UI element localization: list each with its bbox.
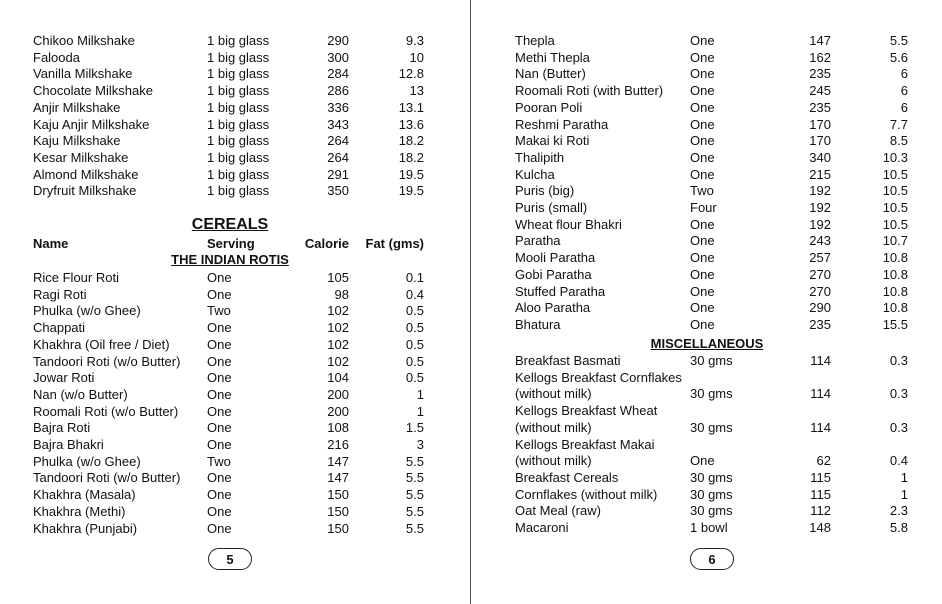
- cell-calorie: 192: [809, 183, 831, 199]
- roti-row: [0, 336, 470, 353]
- cell-calorie: 235: [809, 316, 831, 332]
- section-title-cereals: CEREALS: [191, 216, 269, 233]
- cell-fat: 8.5: [889, 133, 908, 149]
- right-page: [472, 0, 942, 604]
- bread-row: [472, 65, 942, 82]
- cell-name: Mooli Paratha: [515, 250, 596, 266]
- cell-serving: 1 big glass: [207, 83, 270, 99]
- milkshake-row: [0, 65, 470, 82]
- cell-name: Oat Meal (raw): [515, 503, 601, 519]
- cell-fat: 0.5: [405, 336, 424, 352]
- cell-calorie: 245: [809, 83, 831, 99]
- cell-serving: Serving: [207, 236, 255, 251]
- cell-serving: One: [207, 286, 232, 302]
- cell-fat: 10: [409, 49, 424, 65]
- cell-name: Macaroni: [515, 520, 569, 535]
- cell-fat: 6: [900, 83, 908, 99]
- cell-fat: 18.2: [398, 149, 424, 165]
- cell-calorie: 243: [809, 233, 831, 249]
- roti-row: [0, 286, 470, 303]
- cell-name: Breakfast Basmati: [515, 353, 621, 368]
- cell-serving: One: [690, 216, 715, 232]
- bread-row: [472, 216, 942, 233]
- cell-fat: 0.4: [405, 286, 424, 302]
- cell-name: Kellogs Breakfast Wheat: [515, 403, 658, 419]
- cell-name: Paratha: [515, 233, 561, 249]
- cell-serving: One: [690, 453, 715, 469]
- cell-name: Almond Milkshake: [33, 166, 139, 182]
- cell-calorie: 336: [327, 99, 349, 115]
- cell-name: Roomali Roti (with Butter): [515, 83, 664, 99]
- bread-row: [472, 166, 942, 183]
- cell-fat: 0.5: [405, 303, 424, 319]
- cell-serving: One: [207, 470, 232, 486]
- cell-serving: 1 big glass: [207, 116, 270, 132]
- misc-row: [472, 369, 942, 386]
- cell-serving: One: [690, 283, 715, 299]
- cell-fat: 13.6: [398, 116, 424, 132]
- misc-row: [472, 519, 942, 536]
- cell-serving: One: [690, 116, 715, 132]
- cell-name: Chappati: [33, 320, 86, 336]
- misc-row: [472, 502, 942, 519]
- roti-row: [0, 403, 470, 420]
- milkshake-row: [0, 132, 470, 149]
- cell-serving: 30 gms: [690, 419, 733, 435]
- cell-calorie: 343: [327, 116, 349, 132]
- cell-calorie: 170: [809, 133, 831, 149]
- cell-serving: 1 big glass: [207, 33, 270, 48]
- cell-name: Stuffed Paratha: [515, 283, 606, 299]
- cell-serving: 1 big glass: [207, 183, 270, 199]
- misc-row: [472, 402, 942, 419]
- cell-calorie: 264: [327, 133, 349, 149]
- cell-calorie: 291: [327, 166, 349, 182]
- bread-row: [472, 149, 942, 166]
- cell-name: Makai ki Roti: [515, 133, 590, 149]
- cell-calorie: 104: [327, 370, 349, 386]
- cell-fat: 1: [900, 486, 908, 502]
- subsection-title-indian-rotis: THE INDIAN ROTIS: [171, 252, 289, 267]
- cell-name: Chocolate Milkshake: [33, 83, 153, 99]
- bread-row: [472, 266, 942, 283]
- cell-serving: 1 big glass: [207, 133, 270, 149]
- cell-fat: 0.3: [889, 353, 908, 368]
- cell-calorie: 62: [816, 453, 831, 469]
- cell-serving: One: [207, 487, 232, 503]
- cell-name: (without milk): [515, 453, 592, 469]
- roti-row: [0, 319, 470, 336]
- bread-row: [472, 49, 942, 66]
- cell-calorie: 300: [327, 49, 349, 65]
- cell-calorie: 162: [809, 49, 831, 65]
- cell-name: Vanilla Milkshake: [33, 66, 133, 82]
- roti-row: [0, 436, 470, 453]
- cell-name: Rice Flour Roti: [33, 270, 119, 285]
- bread-row: [472, 82, 942, 99]
- milkshake-row: [0, 149, 470, 166]
- cell-name: Nan (Butter): [515, 66, 586, 82]
- roti-row: [0, 269, 470, 286]
- cell-serving: One: [207, 336, 232, 352]
- misc-row: [472, 486, 942, 503]
- cell-calorie: 150: [327, 503, 349, 519]
- misc-row: [472, 385, 942, 402]
- cell-serving: One: [690, 250, 715, 266]
- cell-calorie: 115: [810, 469, 831, 485]
- roti-row: [0, 302, 470, 319]
- cell-name: Kesar Milkshake: [33, 149, 129, 165]
- cell-fat: 10.8: [882, 300, 908, 316]
- cell-name: Tandoori Roti (w/o Butter): [33, 470, 181, 486]
- milkshake-row: [0, 116, 470, 133]
- cell-fat: 5.6: [889, 49, 908, 65]
- roti-row: [0, 386, 470, 403]
- cell-name: Methi Thepla: [515, 49, 590, 65]
- cell-serving: 30 gms: [690, 469, 733, 485]
- misc-row: [472, 452, 942, 469]
- column-header-row: [0, 235, 470, 252]
- cell-calorie: 114: [810, 353, 831, 368]
- cell-serving: One: [690, 83, 715, 99]
- cell-name: (without milk): [515, 419, 592, 435]
- cell-name: Cornflakes (without milk): [515, 486, 658, 502]
- cell-fat: 5.5: [405, 470, 424, 486]
- cell-fat: 5.5: [405, 453, 424, 469]
- bread-row: [472, 132, 942, 149]
- cell-fat: 10.5: [882, 183, 908, 199]
- cell-name: Dryfruit Milkshake: [33, 183, 137, 199]
- bread-row: [472, 232, 942, 249]
- cell-name: Reshmi Paratha: [515, 116, 609, 132]
- bread-row: [472, 299, 942, 316]
- milkshake-row: [0, 49, 470, 66]
- cell-calorie: 257: [809, 250, 831, 266]
- cell-serving: One: [207, 420, 232, 436]
- roti-row: [0, 469, 470, 486]
- cell-calorie: 114: [810, 419, 831, 435]
- cell-serving: One: [207, 520, 232, 536]
- cell-calorie: 147: [809, 33, 831, 48]
- cell-calorie: 112: [810, 503, 831, 519]
- cell-serving: One: [207, 370, 232, 386]
- cell-calorie: 105: [327, 270, 349, 285]
- cell-serving: One: [690, 33, 715, 48]
- cell-fat: 1: [900, 469, 908, 485]
- cell-fat: 0.5: [405, 370, 424, 386]
- bread-row: [472, 316, 942, 333]
- cell-calorie: 170: [809, 116, 831, 132]
- cell-fat: 6: [900, 66, 908, 82]
- cell-fat: 10.8: [882, 266, 908, 282]
- cell-calorie: 200: [327, 386, 349, 402]
- page-spine: [470, 0, 471, 604]
- cell-name: (without milk): [515, 386, 592, 402]
- cell-fat: 10.7: [882, 233, 908, 249]
- cell-serving: One: [690, 149, 715, 165]
- cell-serving: One: [690, 66, 715, 82]
- cell-name: Khakhra (Punjabi): [33, 520, 138, 536]
- cell-fat: 2.3: [889, 503, 908, 519]
- cell-fat: 1: [416, 386, 424, 402]
- cell-fat: Fat (gms): [365, 236, 424, 251]
- cell-calorie: 147: [327, 453, 349, 469]
- cell-serving: 30 gms: [690, 503, 733, 519]
- cell-name: Phulka (w/o Ghee): [33, 303, 141, 319]
- cell-serving: 1 big glass: [207, 149, 270, 165]
- cell-calorie: 235: [809, 99, 831, 115]
- milkshake-row: [0, 32, 470, 49]
- cell-serving: One: [690, 300, 715, 316]
- cell-fat: 12.8: [398, 66, 424, 82]
- roti-row: [0, 486, 470, 503]
- cell-name: Jowar Roti: [33, 370, 95, 386]
- cell-calorie: 102: [327, 303, 349, 319]
- misc-row: [472, 469, 942, 486]
- cell-name: Roomali Roti (w/o Butter): [33, 403, 179, 419]
- cell-fat: 5.5: [405, 503, 424, 519]
- bread-row: [472, 283, 942, 300]
- cell-serving: Two: [207, 303, 231, 319]
- cell-calorie: 150: [327, 520, 349, 536]
- cell-fat: 3: [416, 437, 424, 452]
- cell-calorie: 264: [327, 149, 349, 165]
- cell-name: Tandoori Roti (w/o Butter): [33, 353, 181, 369]
- cell-name: Khakhra (Methi): [33, 503, 126, 519]
- cell-calorie: 215: [809, 166, 831, 182]
- cell-name: Gobi Paratha: [515, 266, 592, 282]
- milkshake-row: [0, 182, 470, 199]
- milkshake-row: [0, 166, 470, 183]
- left-page: [0, 0, 470, 604]
- cell-calorie: 102: [327, 336, 349, 352]
- cell-calorie: 150: [327, 487, 349, 503]
- cell-name: Kaju Anjir Milkshake: [33, 116, 150, 132]
- cell-serving: One: [690, 49, 715, 65]
- bread-row: [472, 32, 942, 49]
- cell-fat: 0.5: [405, 320, 424, 336]
- milkshake-row: [0, 82, 470, 99]
- cell-fat: 6: [900, 99, 908, 115]
- cell-serving: 30 gms: [690, 486, 733, 502]
- cell-serving: One: [207, 270, 232, 285]
- cell-fat: 19.5: [398, 183, 424, 199]
- cell-fat: 0.4: [889, 453, 908, 469]
- cell-fat: 13.1: [398, 99, 424, 115]
- cell-calorie: 290: [327, 33, 349, 48]
- cell-fat: 5.8: [889, 520, 908, 535]
- cell-name: Aloo Paratha: [515, 300, 591, 316]
- cell-fat: 13: [409, 83, 424, 99]
- cell-serving: One: [690, 316, 715, 332]
- cell-name: Wheat flour Bhakri: [515, 216, 622, 232]
- milkshake-row: [0, 99, 470, 116]
- cell-fat: 10.3: [882, 149, 908, 165]
- cell-calorie: 108: [327, 420, 349, 436]
- cell-name: Bajra Roti: [33, 420, 91, 436]
- cell-serving: One: [690, 99, 715, 115]
- cell-fat: 18.2: [398, 133, 424, 149]
- cell-fat: 1.5: [405, 420, 424, 436]
- cell-serving: One: [207, 353, 232, 369]
- cell-fat: 10.5: [882, 216, 908, 232]
- section-title-miscellaneous: MISCELLANEOUS: [650, 336, 764, 351]
- cell-fat: 7.7: [889, 116, 908, 132]
- cell-serving: 1 big glass: [207, 166, 270, 182]
- cell-calorie: 350: [327, 183, 349, 199]
- cell-calorie: 200: [327, 403, 349, 419]
- cell-serving: One: [690, 166, 715, 182]
- bread-row: [472, 116, 942, 133]
- cell-fat: 10.8: [882, 250, 908, 266]
- cell-serving: Two: [207, 453, 231, 469]
- roti-row: [0, 419, 470, 436]
- cell-calorie: 102: [327, 320, 349, 336]
- cell-fat: 0.3: [889, 386, 908, 402]
- cell-name: Chikoo Milkshake: [33, 33, 135, 48]
- cell-fat: 19.5: [398, 166, 424, 182]
- bread-row: [472, 249, 942, 266]
- cell-serving: 1 big glass: [207, 49, 270, 65]
- cell-serving: 30 gms: [690, 386, 733, 402]
- cell-fat: 10.8: [882, 283, 908, 299]
- cell-calorie: 235: [809, 66, 831, 82]
- cell-name: Phulka (w/o Ghee): [33, 453, 141, 469]
- cell-name: Kaju Milkshake: [33, 133, 121, 149]
- roti-row: [0, 503, 470, 520]
- cell-name: Thalipith: [515, 149, 565, 165]
- cell-name: Puris (small): [515, 200, 588, 215]
- cell-serving: One: [207, 437, 232, 452]
- cell-serving: One: [690, 233, 715, 249]
- cell-calorie: 284: [327, 66, 349, 82]
- cell-serving: 1 bowl: [690, 520, 728, 535]
- roti-row: [0, 520, 470, 537]
- page-number-6: 6: [690, 548, 734, 570]
- cell-fat: 5.5: [405, 487, 424, 503]
- cell-fat: 0.3: [889, 419, 908, 435]
- cell-serving: 30 gms: [690, 353, 733, 368]
- cell-serving: One: [207, 503, 232, 519]
- cell-calorie: Calorie: [304, 236, 349, 251]
- cell-serving: One: [207, 386, 232, 402]
- cell-calorie: 148: [809, 520, 831, 535]
- cell-name: Breakfast Cereals: [515, 469, 619, 485]
- cell-calorie: 270: [809, 266, 831, 282]
- misc-row: [472, 419, 942, 436]
- cell-name: Kulcha: [515, 166, 555, 182]
- cell-calorie: 114: [810, 386, 831, 402]
- cell-fat: 0.1: [405, 270, 424, 285]
- cell-serving: One: [207, 320, 232, 336]
- cell-name: Pooran Poli: [515, 99, 583, 115]
- cell-serving: 1 big glass: [207, 66, 270, 82]
- roti-row: [0, 353, 470, 370]
- cell-name: Khakhra (Masala): [33, 487, 136, 503]
- cell-serving: One: [207, 403, 232, 419]
- cell-name: Kellogs Breakfast Cornflakes: [515, 369, 682, 385]
- cell-serving: Two: [690, 183, 714, 199]
- misc-row: [472, 436, 942, 453]
- cell-name: Bajra Bhakri: [33, 437, 104, 452]
- cell-name: Kellogs Breakfast Makai: [515, 436, 655, 452]
- cell-calorie: 270: [809, 283, 831, 299]
- cell-fat: 10.5: [882, 166, 908, 182]
- bread-row: [472, 199, 942, 216]
- cell-calorie: 340: [809, 149, 831, 165]
- bread-row: [472, 99, 942, 116]
- cell-name: Bhatura: [515, 316, 561, 332]
- cell-calorie: 147: [327, 470, 349, 486]
- roti-row: [0, 453, 470, 470]
- cell-calorie: 286: [327, 83, 349, 99]
- cell-name: Nan (w/o Butter): [33, 386, 128, 402]
- cell-name: Falooda: [33, 49, 80, 65]
- cell-fat: 9.3: [405, 33, 424, 48]
- bread-row: [472, 182, 942, 199]
- cell-fat: 5.5: [889, 33, 908, 48]
- misc-row: [472, 352, 942, 369]
- cell-fat: 0.5: [405, 353, 424, 369]
- cell-name: Thepla: [515, 33, 555, 48]
- page-number-5: 5: [208, 548, 252, 570]
- cell-calorie: 192: [809, 216, 831, 232]
- cell-calorie: 98: [334, 286, 349, 302]
- cell-serving: Four: [690, 200, 717, 215]
- cell-serving: 1 big glass: [207, 99, 270, 115]
- cell-calorie: 192: [809, 200, 831, 215]
- cell-fat: 10.5: [882, 200, 908, 215]
- cell-serving: One: [690, 266, 715, 282]
- cell-calorie: 290: [809, 300, 831, 316]
- cell-name: Anjir Milkshake: [33, 99, 121, 115]
- roti-row: [0, 369, 470, 386]
- cell-calorie: 115: [810, 486, 831, 502]
- cell-name: Ragi Roti: [33, 286, 87, 302]
- cell-name: Name: [33, 236, 69, 251]
- cell-fat: 1: [416, 403, 424, 419]
- cell-fat: 15.5: [882, 316, 908, 332]
- cell-fat: 5.5: [405, 520, 424, 536]
- cell-calorie: 102: [327, 353, 349, 369]
- cell-name: Khakhra (Oil free / Diet): [33, 336, 170, 352]
- cell-name: Puris (big): [515, 183, 575, 199]
- cell-calorie: 216: [327, 437, 349, 452]
- cell-serving: One: [690, 133, 715, 149]
